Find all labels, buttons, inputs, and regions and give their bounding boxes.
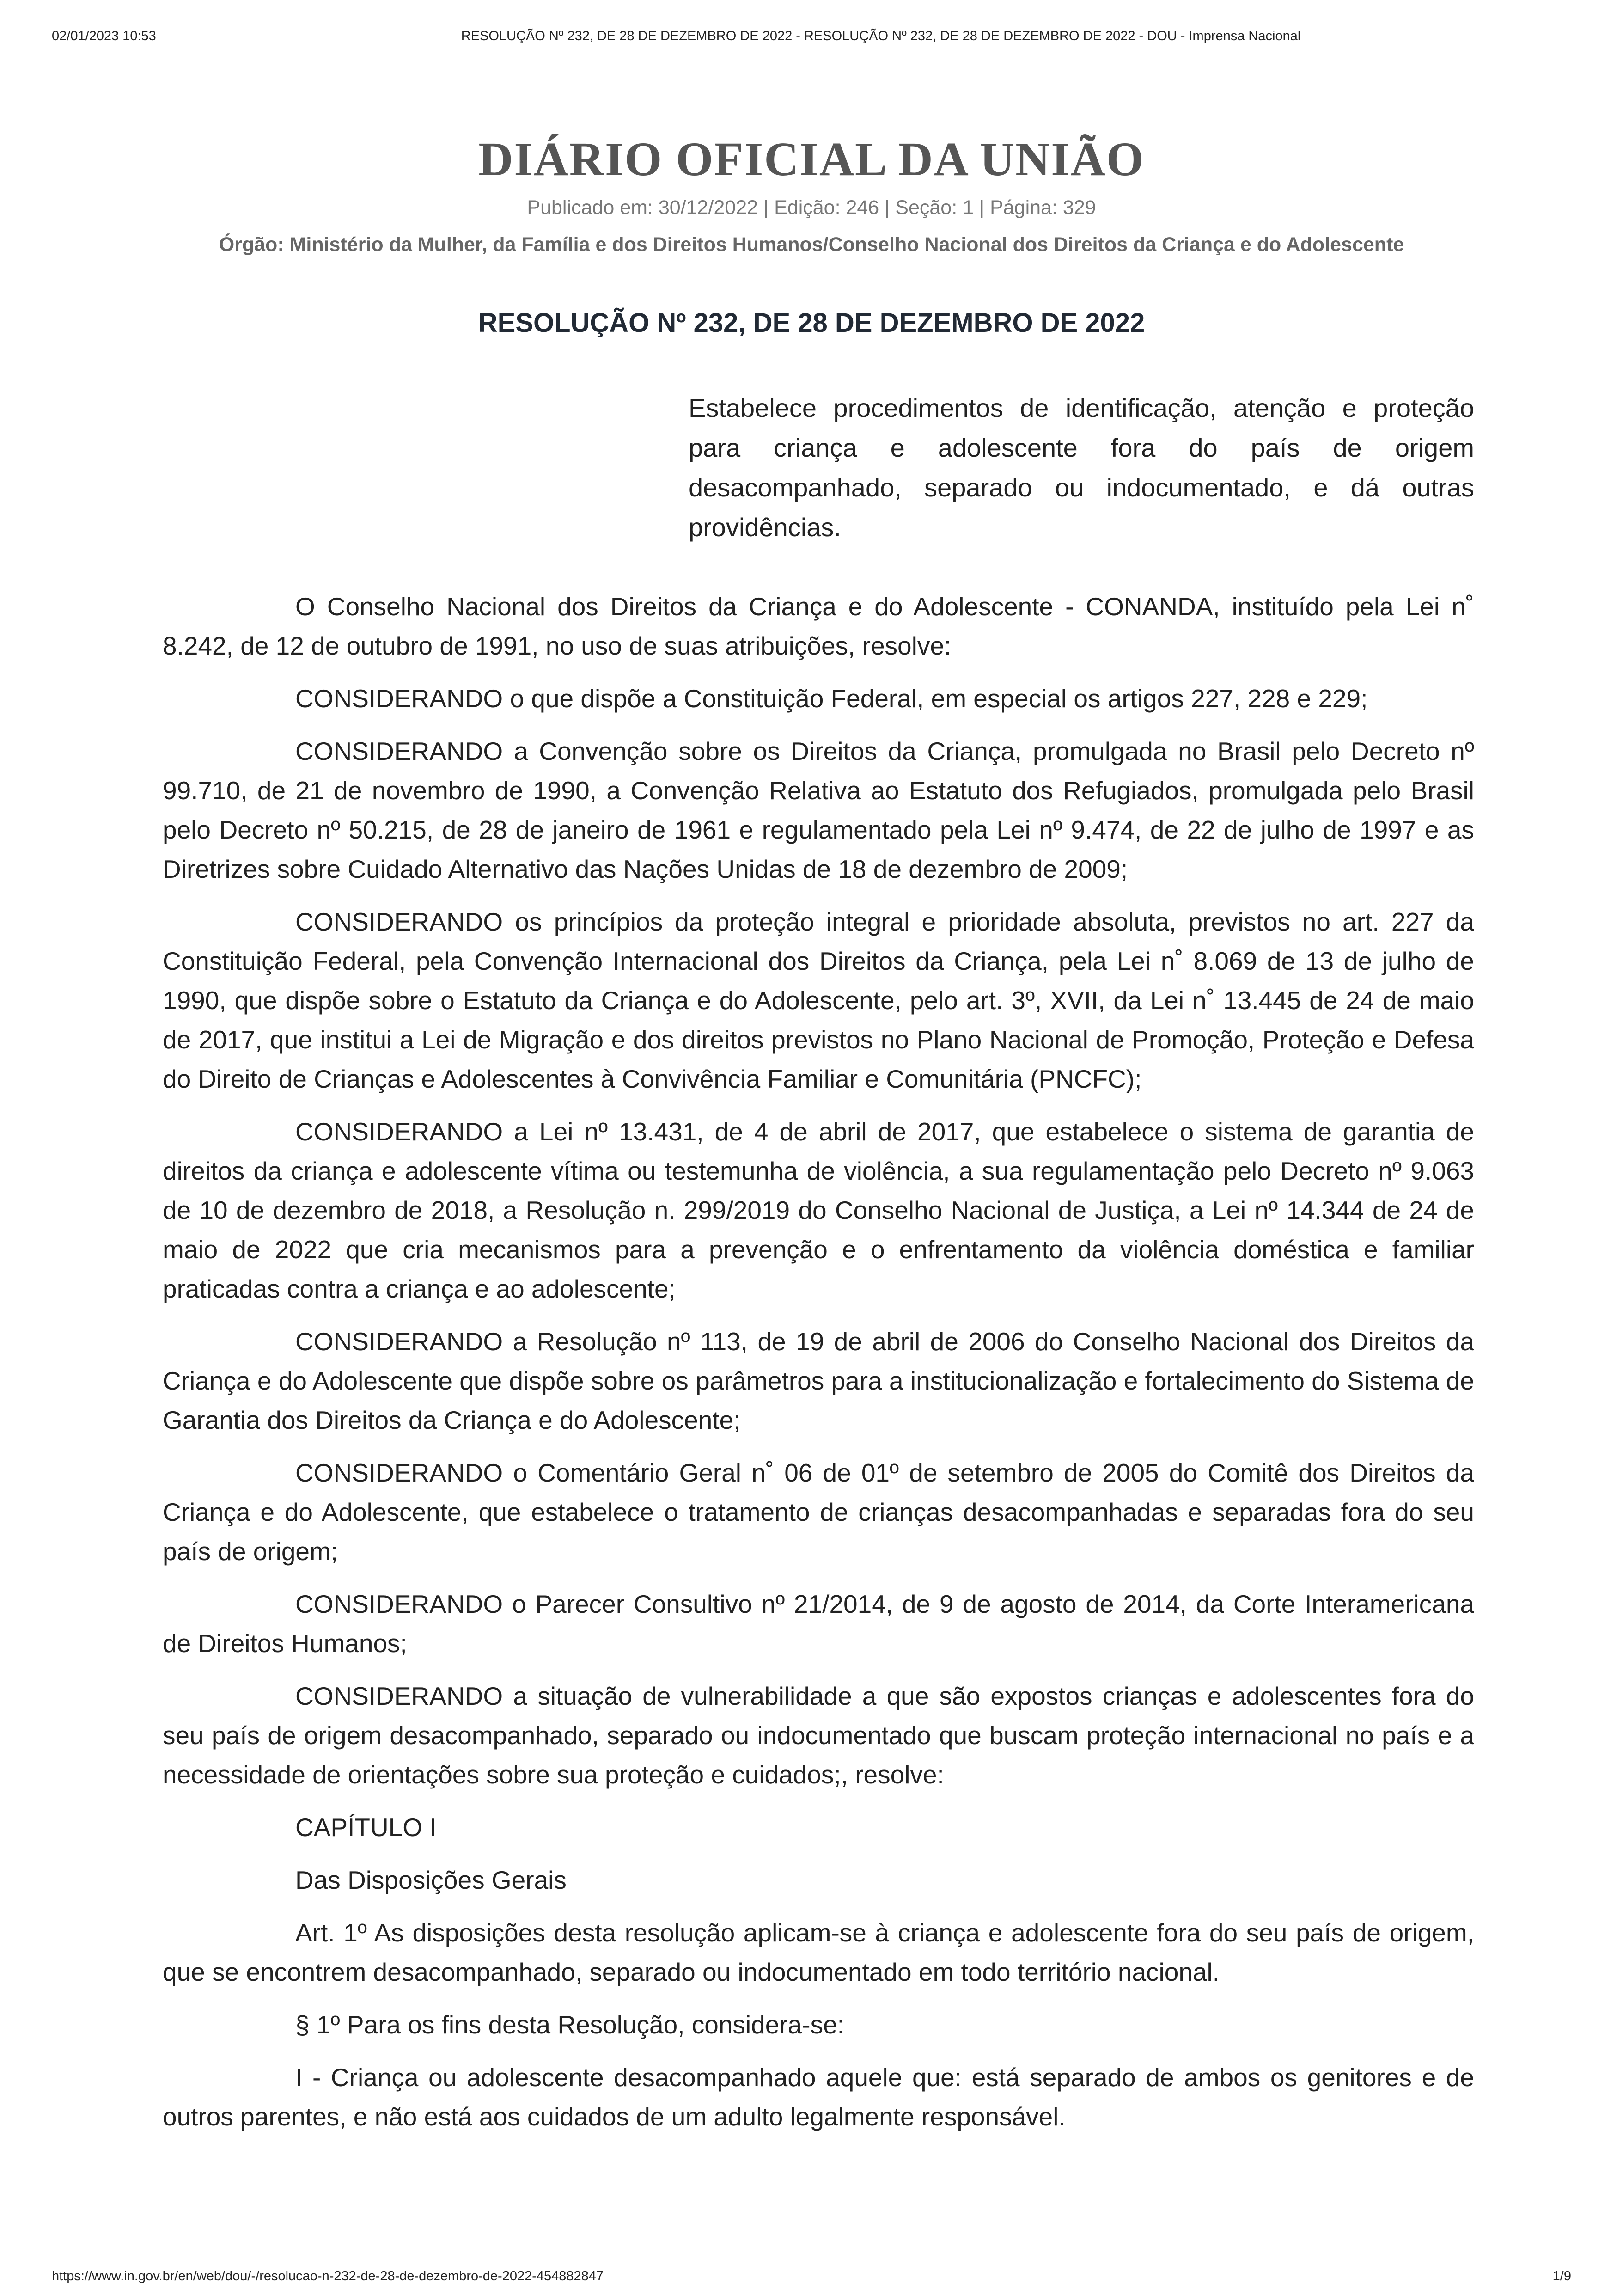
masthead xyxy=(0,132,1623,187)
print-page-number: 1/9 xyxy=(1552,2269,1571,2284)
paragraph-considerando: CONSIDERANDO a Lei nº 13.431, de 4 de abril de 2017, que estabelece o sistema de garantia de direitos da criança e adolescente vítima ou testemunha de violência, a sua regulamentação pelo Decreto nº 9.063 de 10 de dezembro de 2018, a Resolução n. 299/2019 do Conselho Nacional de Justiça, a Lei nº 14.344 de 24 de maio de 2022 que cria mecanismos para a prevenção e o enfrentamento da violência doméstica e familiar praticadas contra a criança e ao adolescente; xyxy=(163,1117,1474,1303)
publication-info: Publicado em: 30/12/2022 | Edição: 246 | Seção: 1 | Página: 329 xyxy=(527,196,1096,219)
item-paragraph: I - Criança ou adolescente desacompanhado aquele que: está separado de ambos os genitores e de outros parentes, e não está aos cuidados de um adulto legalmente responsável. xyxy=(163,2063,1474,2131)
resolution-title: RESOLUÇÃO Nº 232, DE 28 DE DEZEMBRO DE 2022 xyxy=(478,308,1145,338)
masthead-title: DIÁRIO OFICIAL DA UNIÃO xyxy=(478,133,1145,186)
chapter-heading: CAPÍTULO I xyxy=(295,1813,437,1842)
article-paragraph: Art. 1º As disposições desta resolução aplicam-se à criança e adolescente fora do seu país de origem, que se encontrem desacompanhado, separado ou indocumentado em todo território nacional. xyxy=(163,1918,1474,1986)
print-url: https://www.in.gov.br/en/web/dou/-/resolucao-n-232-de-28-de-dezembro-de-2022-454882847 xyxy=(52,2269,604,2284)
paragraph-preamble: O Conselho Nacional dos Direitos da Criança e do Adolescente - CONANDA, instituído pela Lei n˚ 8.242, de 12 de outubro de 1991, no uso de suas atribuições, resolve: xyxy=(163,592,1474,660)
paragraph-considerando: CONSIDERANDO a Resolução nº 113, de 19 de abril de 2006 do Conselho Nacional dos Direitos da Criança e do Adolescente que dispõe sobre os parâmetros para a institucionalização e fortalecimento do Sistema de Garantia dos Direitos da Criança e do Adolescente; xyxy=(163,1327,1474,1434)
paragraph-considerando: CONSIDERANDO a Convenção sobre os Direitos da Criança, promulgada no Brasil pelo Decreto nº 99.710, de 21 de novembro de 1990, a Convenção Relativa ao Estatuto dos Refugiados, promulgada pelo Brasil pelo Decreto nº 50.215, de 28 de janeiro de 1961 e regulamentado pela Lei nº 9.474, de 22 de julho de 1997 e as Diretrizes sobre Cuidado Alternativo das Nações Unidas de 18 de dezembro de 2009; xyxy=(163,737,1474,883)
document-body xyxy=(163,587,1474,2150)
paragraph-considerando: CONSIDERANDO os princípios da proteção integral e prioridade absoluta, previstos no art. 227 da Constituição Federal, pela Convenção Internacional dos Direitos da Criança, pela Lei n˚ 8.069 de 13 de julho de 1990, que dispõe sobre o Estatuto da Criança e do Adolescente, pelo art. 3º, XVII, da Lei n˚ 13.445 de 24 de maio de 2017, que institui a Lei de Migração e dos direitos previstos no Plano Nacional de Promoção, Proteção e Defesa do Direito de Crianças e Adolescentes à Convivência Familiar e Comunitária (PNCFC); xyxy=(163,907,1474,1093)
print-datetime: 02/01/2023 10:53 xyxy=(52,29,156,43)
paragraph-considerando: CONSIDERANDO o Parecer Consultivo nº 21/2014, de 9 de agosto de 2014, da Corte Interamericana de Direitos Humanos; xyxy=(163,1590,1474,1658)
chapter-subtitle: Das Disposições Gerais xyxy=(295,1866,567,1894)
paragraph-considerando: CONSIDERANDO a situação de vulnerabilidade a que são expostos crianças e adolescentes fora do seu país de origem desacompanhado, separado ou indocumentado que buscam proteção internacional no país e a necessidade de orientações sobre sua proteção e cuidados;, resolve: xyxy=(163,1682,1474,1789)
section-paragraph: § 1º Para os fins desta Resolução, considera-se: xyxy=(295,2010,844,2039)
paragraph-considerando: CONSIDERANDO o Comentário Geral n˚ 06 de 01º de setembro de 2005 do Comitê dos Direitos da Criança e do Adolescente, que estabelece o tratamento de crianças desacompanhadas e separadas fora do seu país de origem; xyxy=(163,1458,1474,1566)
orgao-line: Órgão: Ministério da Mulher, da Família e dos Direitos Humanos/Conselho Nacional dos Direitos da Criança e do Adolescente xyxy=(219,233,1404,256)
ementa: Estabelece procedimentos de identificação, atenção e proteção para criança e adolescente fora do país de origem desacompanhado, separado ou indocumentado, e dá outras providências. xyxy=(689,393,1474,542)
paragraph-considerando: CONSIDERANDO o que dispõe a Constituição Federal, em especial os artigos 227, 228 e 229; xyxy=(295,684,1368,713)
print-page-title: RESOLUÇÃO Nº 232, DE 28 DE DEZEMBRO DE 2022 - RESOLUÇÃO Nº 232, DE 28 DE DEZEMBRO DE 2022 - DOU - Imprensa Nacional xyxy=(461,29,1301,43)
